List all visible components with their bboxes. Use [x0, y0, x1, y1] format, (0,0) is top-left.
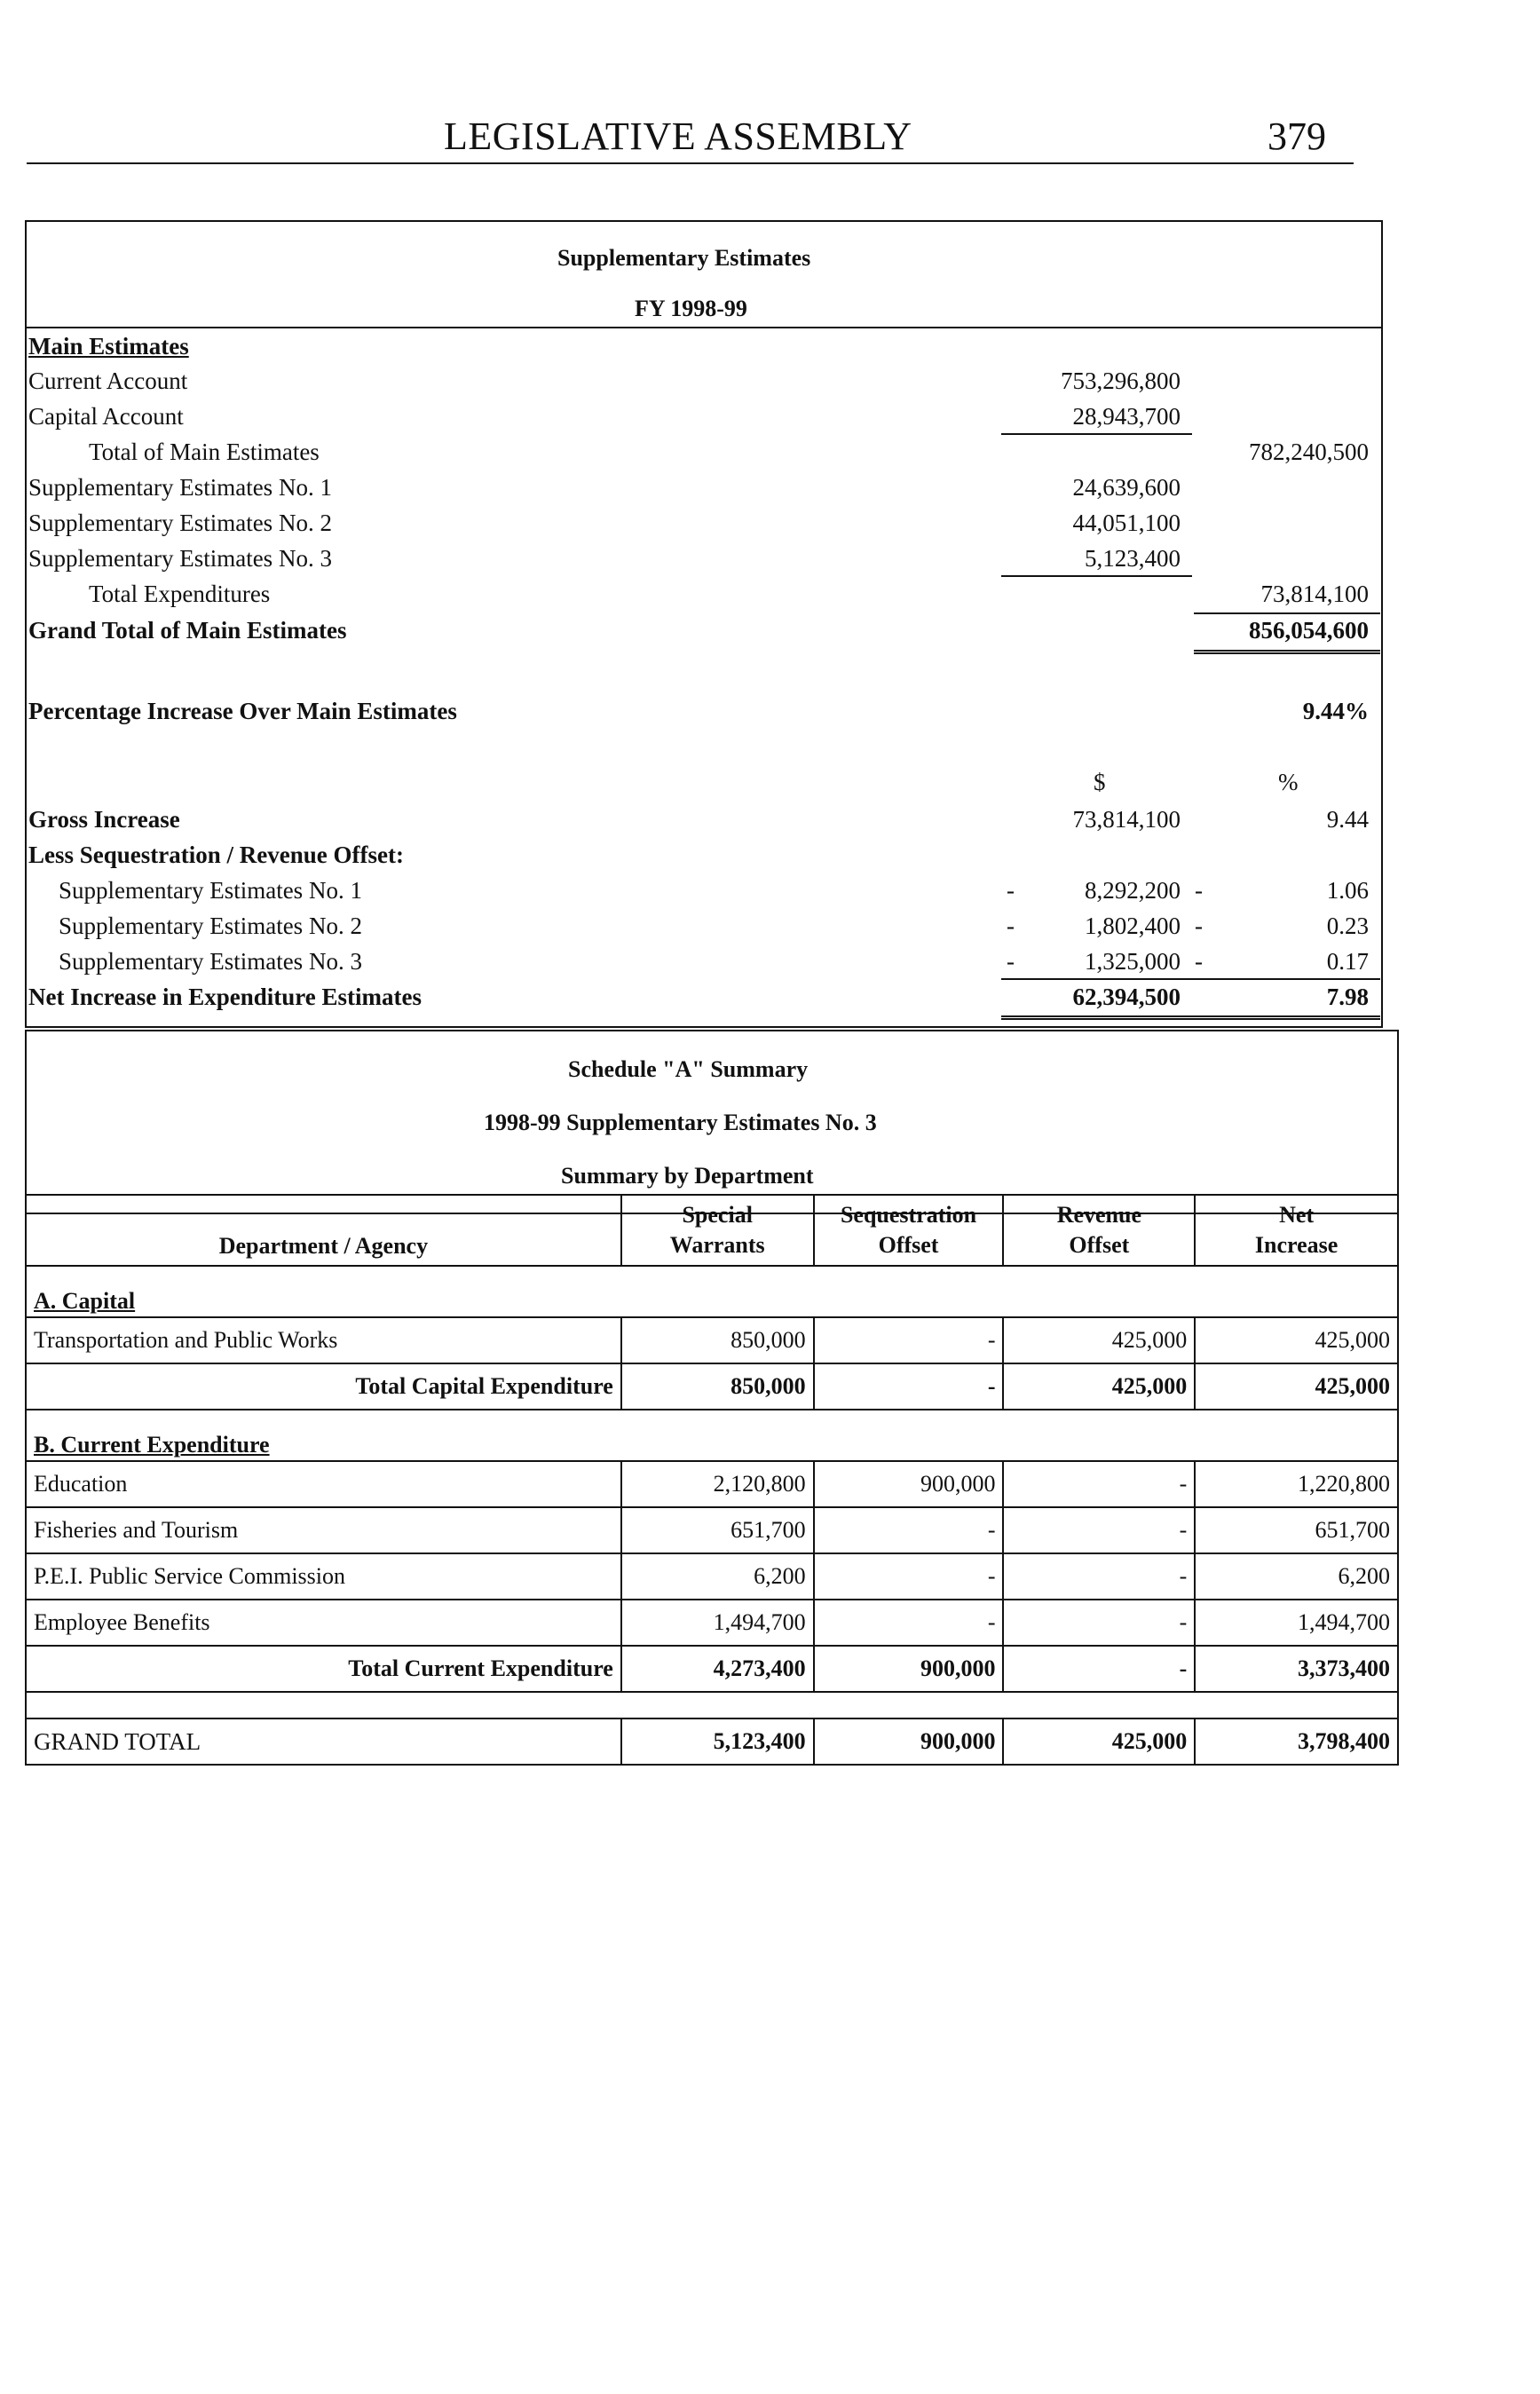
net-increase-cell: 425,000 [1195, 1317, 1398, 1363]
net-rule [1001, 978, 1380, 980]
total-capital-rev: 425,000 [1003, 1363, 1195, 1410]
gross-increase-value: 73,814,100 [1072, 806, 1181, 833]
grand-total-row [26, 1718, 1398, 1765]
header-rule [27, 162, 1354, 164]
subtotal-rule [1001, 433, 1192, 435]
column-header-revenue-offset: Revenue Offset [1003, 1195, 1195, 1266]
grand-total-double-rule [1194, 650, 1380, 654]
grand-total-value: 856,054,600 [1249, 617, 1369, 644]
revenue-offset-cell: 425,000 [1003, 1317, 1195, 1363]
supp1-label: Supplementary Estimates No. 1 [28, 474, 332, 501]
total-current-net: 3,373,400 [1195, 1646, 1398, 1692]
offset-dash: - [1007, 948, 1015, 975]
table-header-row [26, 1195, 1398, 1266]
offset3-label: Supplementary Estimates No. 3 [59, 948, 362, 975]
table-row [26, 1317, 1398, 1363]
current-account-value: 753,296,800 [1061, 367, 1181, 394]
gross-increase-label: Gross Increase [28, 806, 180, 833]
box-separator [27, 327, 1381, 328]
less-sequestration-heading: Less Sequestration / Revenue Offset: [28, 841, 404, 868]
grand-total-rev: 425,000 [1003, 1718, 1195, 1765]
pct-increase-value: 9.44% [1302, 698, 1369, 724]
total-current-special: 4,273,400 [621, 1646, 814, 1692]
section-row [26, 1266, 1398, 1317]
table-row [26, 1461, 1398, 1507]
column-header-sequestration-offset: Sequestration Offset [814, 1195, 1004, 1266]
supp3-value: 5,123,400 [1085, 545, 1181, 572]
spacer-row [26, 1692, 1398, 1718]
special-warrants-cell: 651,700 [621, 1507, 814, 1553]
total-expenditures-value: 73,814,100 [1260, 581, 1369, 607]
table-row [26, 1553, 1398, 1600]
total-capital-net: 425,000 [1195, 1363, 1398, 1410]
total-main-value: 782,240,500 [1249, 439, 1369, 465]
total-current-label: Total Current Expenditure [26, 1646, 621, 1692]
offset-dash: - [1195, 877, 1203, 904]
sequestration-cell: - [814, 1553, 1004, 1600]
grand-total-seq: 900,000 [814, 1718, 1004, 1765]
gross-increase-pct: 9.44 [1326, 806, 1369, 833]
net-increase-pct: 7.98 [1326, 984, 1369, 1010]
current-account-label: Current Account [28, 367, 188, 394]
total-main-label: Total of Main Estimates [89, 439, 320, 465]
percent-column-header: % [1278, 769, 1299, 795]
total-capital-seq: - [814, 1363, 1004, 1410]
supp2-value: 44,051,100 [1072, 510, 1181, 536]
section-b-current-heading: B. Current Expenditure [34, 1432, 270, 1458]
total-expenditures-label: Total Expenditures [89, 581, 271, 607]
revenue-offset-cell: - [1003, 1600, 1195, 1646]
dept-name: Education [26, 1461, 621, 1507]
net-increase-cell: 1,494,700 [1195, 1600, 1398, 1646]
page-number: 379 [1268, 115, 1326, 158]
sequestration-cell: - [814, 1600, 1004, 1646]
offset2-pct: 0.23 [1326, 913, 1369, 939]
offset1-pct: 1.06 [1326, 877, 1369, 904]
estimates-title: Supplementary Estimates [557, 245, 811, 271]
offset-dash: - [1195, 948, 1203, 975]
net-increase-cell: 6,200 [1195, 1553, 1398, 1600]
dept-name: Transportation and Public Works [26, 1317, 621, 1363]
revenue-offset-cell: - [1003, 1461, 1195, 1507]
special-warrants-cell: 1,494,700 [621, 1600, 814, 1646]
estimates-subtitle: FY 1998-99 [635, 296, 747, 321]
special-warrants-cell: 6,200 [621, 1553, 814, 1600]
offset-dash: - [1007, 913, 1015, 939]
column-header-net-increase: Net Increase [1195, 1195, 1398, 1266]
dept-name: Employee Benefits [26, 1600, 621, 1646]
supp3-label: Supplementary Estimates No. 3 [28, 545, 332, 572]
department-summary-table [25, 1194, 1399, 1766]
net-double-rule [1001, 1015, 1380, 1020]
offset3-pct: 0.17 [1326, 948, 1369, 975]
offset1-value: 8,292,200 [1085, 877, 1181, 904]
special-warrants-cell: 2,120,800 [621, 1461, 814, 1507]
sequestration-cell: - [814, 1317, 1004, 1363]
capital-account-value: 28,943,700 [1072, 403, 1181, 430]
offset-dash: - [1007, 877, 1015, 904]
grand-total-label: Grand Total of Main Estimates [28, 617, 347, 644]
pct-increase-label: Percentage Increase Over Main Estimates [28, 698, 457, 724]
total-rule [1194, 612, 1380, 614]
dept-name: Fisheries and Tourism [26, 1507, 621, 1553]
schedule-title: Schedule "A" Summary [568, 1056, 809, 1082]
special-warrants-cell: 850,000 [621, 1317, 814, 1363]
subtotal-rule [1001, 575, 1192, 577]
schedule-subtitle-department: Summary by Department [561, 1163, 814, 1189]
column-header-special-warrants: Special Warrants [621, 1195, 814, 1266]
main-estimates-heading: Main Estimates [28, 333, 189, 359]
supp2-label: Supplementary Estimates No. 2 [28, 510, 332, 536]
net-increase-cell: 1,220,800 [1195, 1461, 1398, 1507]
grand-total-row-label: GRAND TOTAL [26, 1718, 621, 1765]
revenue-offset-cell: - [1003, 1507, 1195, 1553]
grand-total-special: 5,123,400 [621, 1718, 814, 1765]
page-header-title: LEGISLATIVE ASSEMBLY [444, 115, 912, 158]
total-capital-label: Total Capital Expenditure [26, 1363, 621, 1410]
sequestration-cell: - [814, 1507, 1004, 1553]
table-row [26, 1507, 1398, 1553]
offset-dash: - [1195, 913, 1203, 939]
net-increase-cell: 651,700 [1195, 1507, 1398, 1553]
column-header-dept: Department / Agency [26, 1195, 621, 1266]
table-row [26, 1600, 1398, 1646]
section-row [26, 1410, 1398, 1461]
total-current-rev: - [1003, 1646, 1195, 1692]
sequestration-cell: 900,000 [814, 1461, 1004, 1507]
schedule-subtitle: 1998-99 Supplementary Estimates No. 3 [484, 1110, 877, 1135]
grand-total-net: 3,798,400 [1195, 1718, 1398, 1765]
dept-name: P.E.I. Public Service Commission [26, 1553, 621, 1600]
supp1-value: 24,639,600 [1072, 474, 1181, 501]
offset3-value: 1,325,000 [1085, 948, 1181, 975]
net-increase-value: 62,394,500 [1072, 984, 1181, 1010]
total-current-row [26, 1646, 1398, 1692]
offset2-value: 1,802,400 [1085, 913, 1181, 939]
total-capital-special: 850,000 [621, 1363, 814, 1410]
capital-account-label: Capital Account [28, 403, 184, 430]
net-increase-label: Net Increase in Expenditure Estimates [28, 984, 422, 1010]
offset1-label: Supplementary Estimates No. 1 [59, 877, 362, 904]
offset2-label: Supplementary Estimates No. 2 [59, 913, 362, 939]
total-current-seq: 900,000 [814, 1646, 1004, 1692]
dollar-column-header: $ [1094, 769, 1106, 795]
revenue-offset-cell: - [1003, 1553, 1195, 1600]
total-capital-row [26, 1363, 1398, 1410]
section-a-capital-heading: A. Capital [34, 1288, 136, 1314]
